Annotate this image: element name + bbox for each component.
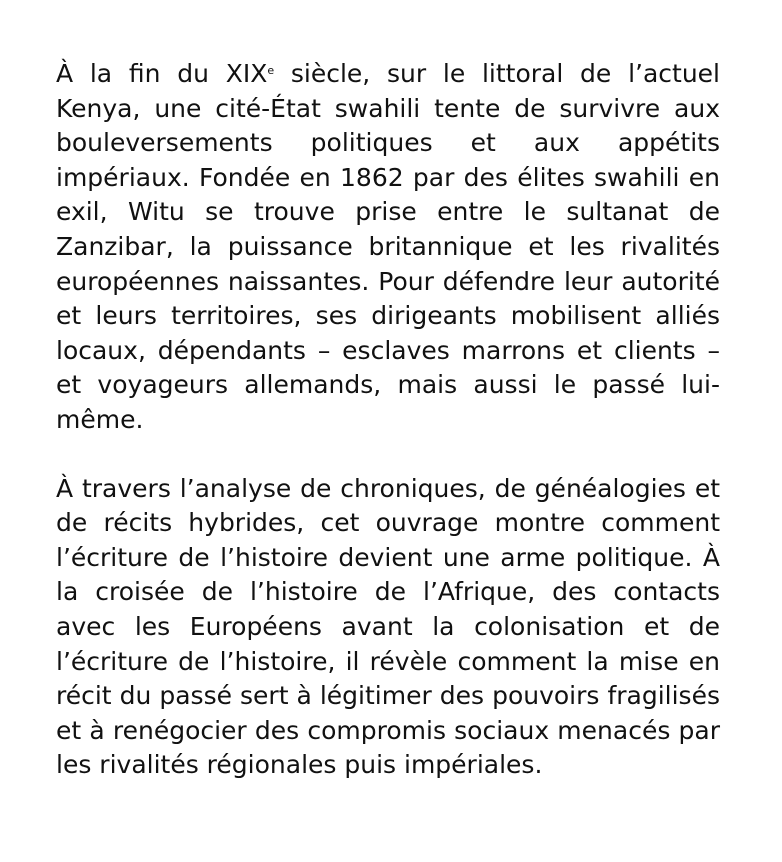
century-superscript: e	[267, 63, 275, 77]
paragraph-2: À travers l’analyse de chroniques, de généalogies et de récits hybrides, cet ouvrage montre comment l’écriture de l’histoire devient une arme politique. À la croisée de l’histoire de l’Afrique, des contacts avec les Européens avant la colonisation et de l’écriture de l’histoire, il révèle comment la mise en récit du passé sert à légitimer des pouvoirs fragilisés et à renégocier des compromis sociaux menacés par les rivalités régionales puis impériales.	[56, 473, 720, 780]
paragraph-1	[56, 57, 720, 438]
text-block	[56, 57, 720, 783]
paragraph-1-rest: siècle, sur le littoral de l’actuel Kenya, une cité-État swahili tente de survivre aux bouleversements politiques et aux appétits impériaux. Fondée en 1862 par des élites swahili en exil, Witu se trouve prise entre le sultanat de Zanzibar, la puissance britannique et les rivalités européennes naissantes. Pour défendre leur autorité et leurs territoires, ses dirigeants mobilisent alliés locaux, dépendants – esclaves marrons et clients – et voyageurs allemands, mais aussi le passé lui-même.	[56, 59, 720, 434]
paragraph-1-start: À la fin du XIX	[56, 59, 268, 88]
